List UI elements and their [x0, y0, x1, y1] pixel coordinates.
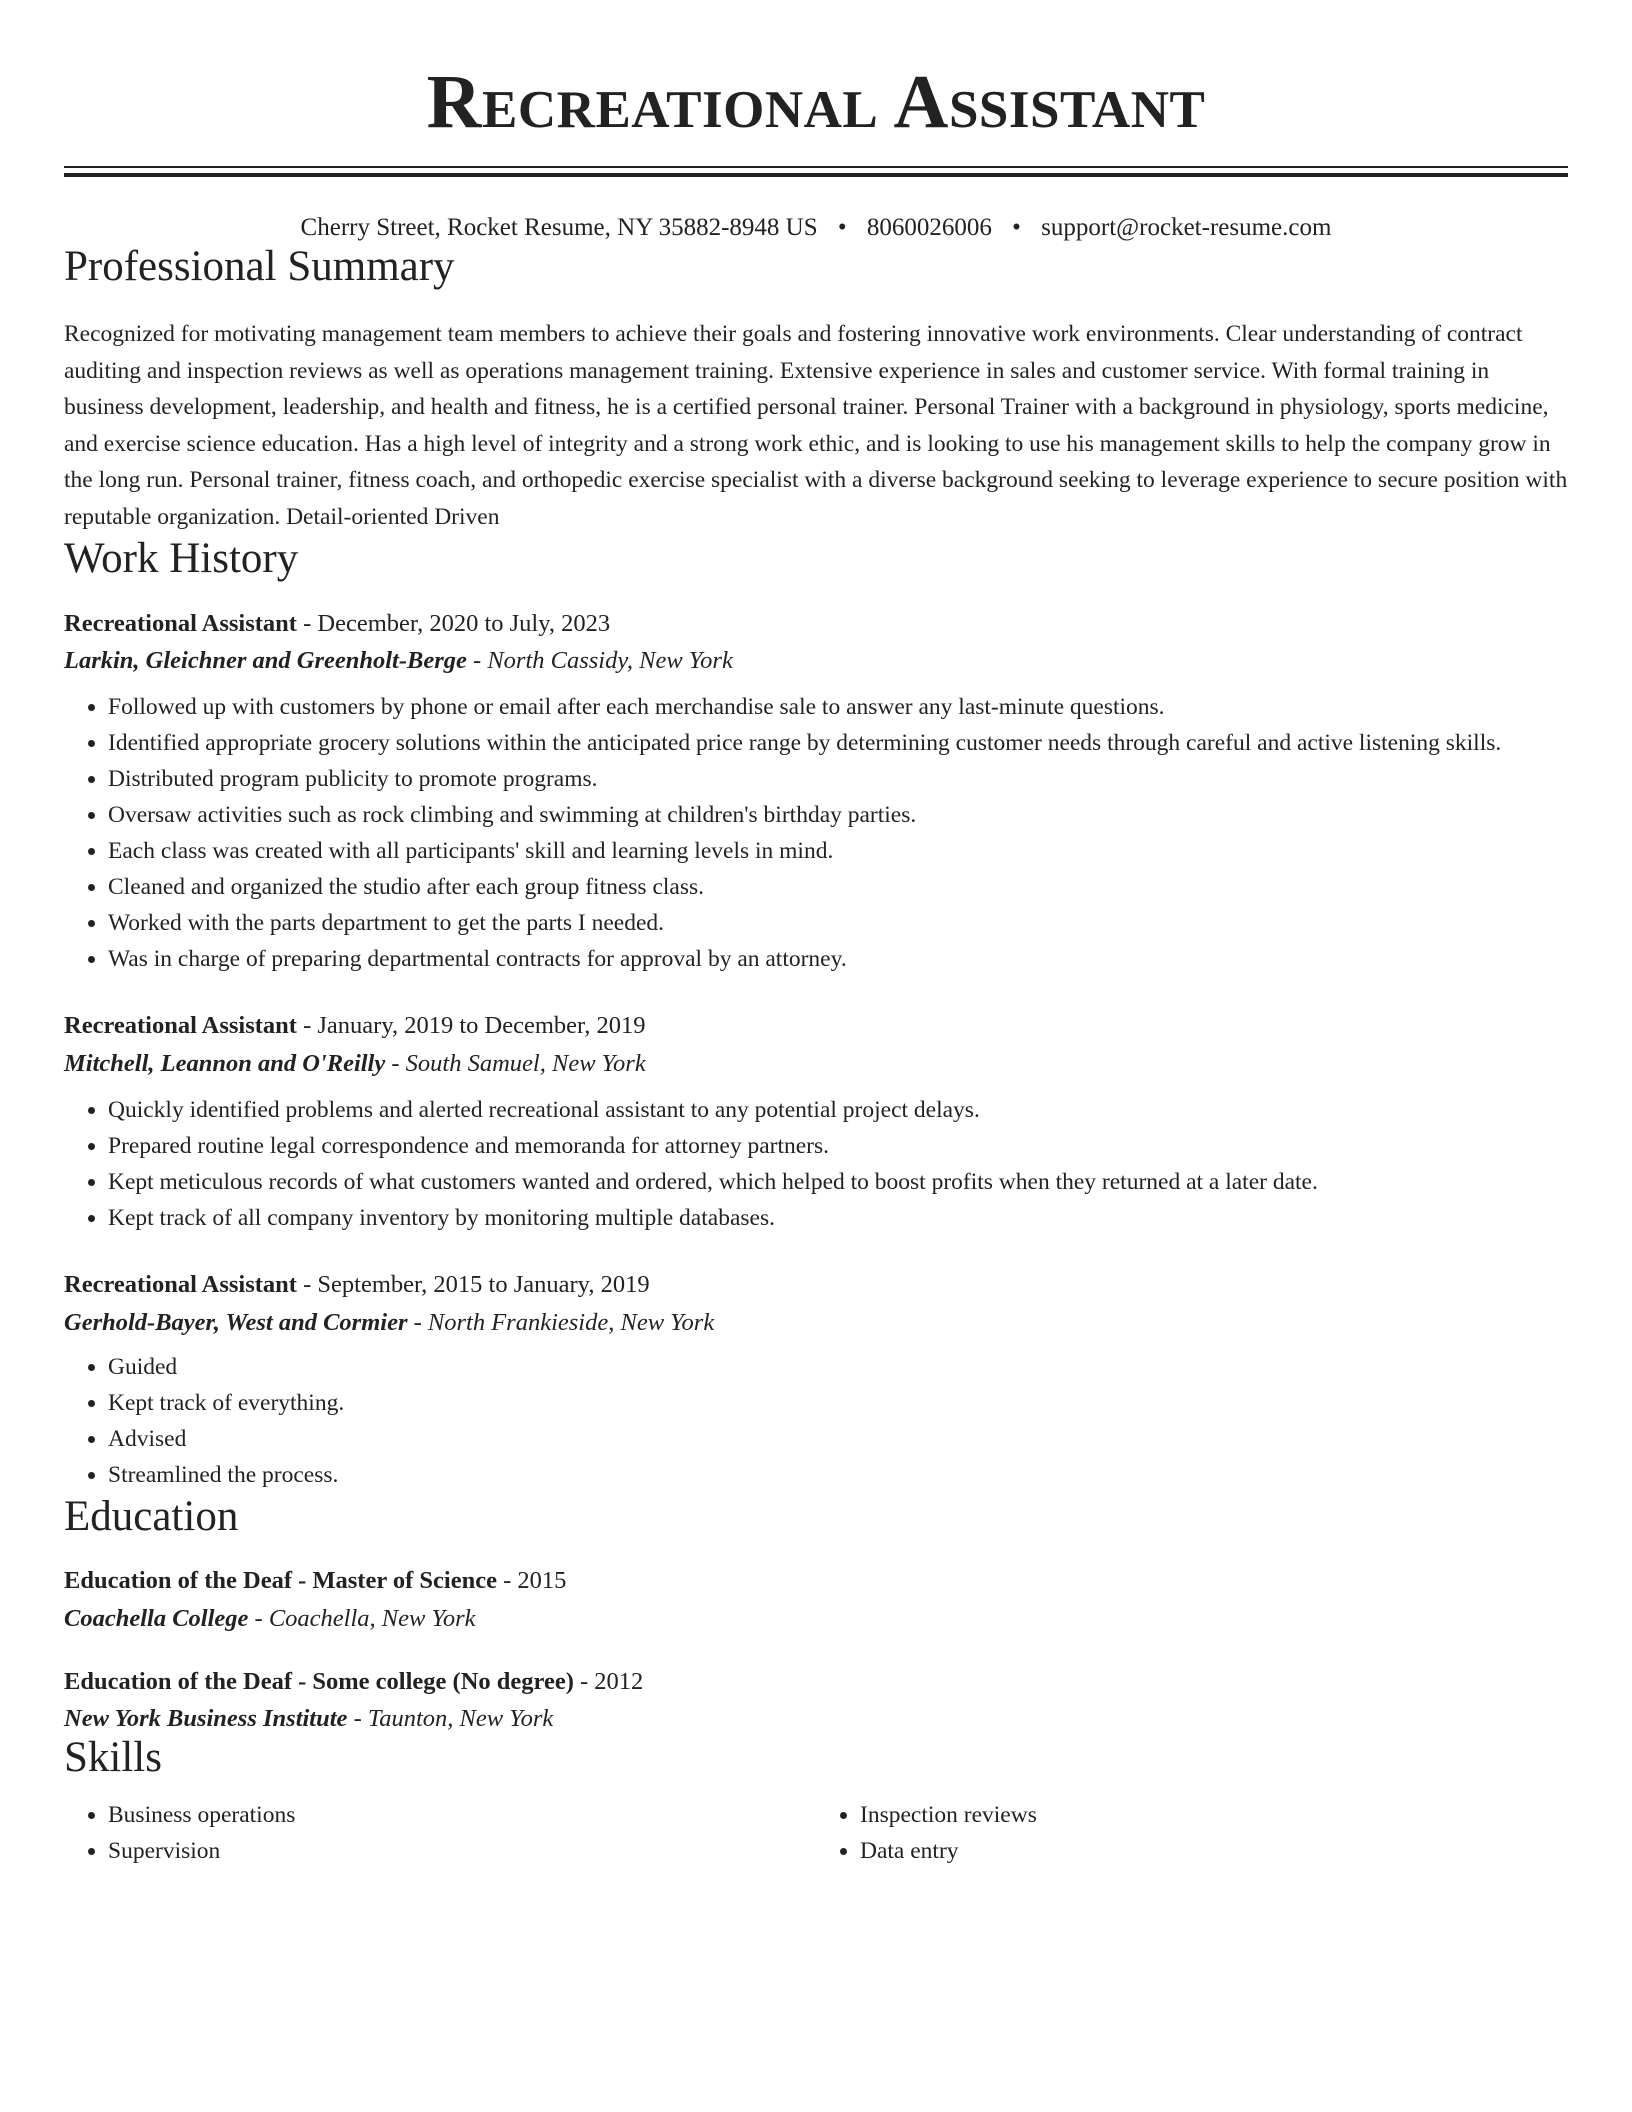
job-location: North Frankieside, New York [427, 1308, 715, 1336]
section-title-summary: Professional Summary [64, 243, 455, 290]
list-item: • Kept track of all company inventory by monitoring multiple databases. [108, 1200, 1568, 1236]
list-item: • Worked with the parts department to get the parts I needed. [108, 905, 1568, 941]
contact-separator: • [837, 214, 847, 241]
list-item: • Advised [108, 1421, 1568, 1457]
job-duties-list [64, 1092, 1568, 1236]
list-item: • Kept meticulous records of what customers wanted and ordered, which helped to boost profits when they returned at a later date. [108, 1164, 1568, 1200]
job-company: Larkin, Gleichner and Greenholt-Berge [64, 646, 467, 674]
education-school: Coachella College [64, 1604, 249, 1632]
list-item: • Prepared routine legal correspondence and memoranda for attorney partners. [108, 1128, 1568, 1164]
education-school: New York Business Institute [64, 1705, 348, 1733]
list-item: • Streamlined the process. [108, 1457, 1568, 1493]
education-school-line: Coachella College - Coachella, New York [64, 1604, 476, 1632]
list-item: • Data entry [860, 1833, 1568, 1869]
job-company: Gerhold-Bayer, West and Cormier [64, 1308, 408, 1336]
skills-column-right [816, 1797, 1568, 1869]
job-dates: January, 2019 to December, 2019 [317, 1012, 646, 1040]
education-location: Taunton, New York [367, 1705, 554, 1733]
skills-list [64, 1797, 1568, 1869]
list-item: • Oversaw activities such as rock climbing and swimming at children's birthday parties. [108, 797, 1568, 833]
job-company-line: Gerhold-Bayer, West and Cormier - North Frankieside, New York [64, 1308, 715, 1336]
contact-address: Cherry Street, Rocket Resume, NY 35882-8948 US [300, 214, 818, 241]
list-item: • Was in charge of preparing departmental contracts for approval by an attorney. [108, 941, 1568, 977]
skills-column-left [64, 1797, 816, 1869]
education-entry [64, 1566, 1568, 1633]
section-title-skills: Skills [64, 1733, 162, 1781]
section-title-work-history: Work History [64, 535, 299, 583]
list-item: • Each class was created with all participants' skill and learning levels in mind. [108, 833, 1568, 869]
job-company-line: Mitchell, Leannon and O'Reilly - South Samuel, New York [64, 1049, 646, 1077]
job-entry [64, 1011, 1568, 1236]
job-duties-list [64, 1349, 1568, 1493]
header-divider-bottom [64, 173, 1568, 177]
resume-name: Recreational Assistant [426, 60, 1206, 144]
job-company-line: Larkin, Gleichner and Greenholt-Berge - North Cassidy, New York [64, 646, 733, 674]
section-title-education: Education [64, 1492, 239, 1540]
job-title-line: Recreational Assistant - September, 2015 to January, 2019 [64, 1271, 650, 1299]
job-title-line: Recreational Assistant - January, 2019 to December, 2019 [64, 1012, 646, 1040]
list-item: • Distributed program publicity to promote programs. [108, 761, 1568, 797]
list-item: • Inspection reviews [860, 1797, 1568, 1833]
job-entry [64, 609, 1568, 978]
job-role: Recreational Assistant [64, 1271, 297, 1299]
job-location: South Samuel, New York [405, 1049, 646, 1077]
job-role: Recreational Assistant [64, 609, 297, 637]
list-item: • Guided [108, 1349, 1568, 1385]
education-year: 2015 [517, 1567, 567, 1595]
education-degree: Education of the Deaf - Some college (No degree) [64, 1668, 574, 1696]
education-location: Coachella, New York [268, 1604, 476, 1632]
contact-line [64, 213, 1568, 243]
education-degree-line: Education of the Deaf - Master of Science - 2015 [64, 1567, 567, 1595]
job-company: Mitchell, Leannon and O'Reilly [64, 1049, 386, 1077]
list-item: • Supervision [108, 1833, 816, 1869]
education-degree-line: Education of the Deaf - Some college (No degree) - 2012 [64, 1668, 644, 1696]
list-item: • Followed up with customers by phone or email after each merchandise sale to answer any last-minute questions. [108, 689, 1568, 725]
job-entry [64, 1270, 1568, 1493]
job-dates: September, 2015 to January, 2019 [317, 1271, 650, 1299]
job-dates: December, 2020 to July, 2023 [317, 609, 611, 637]
education-year: 2012 [594, 1668, 644, 1696]
list-item: • Kept track of everything. [108, 1385, 1568, 1421]
contact-email[interactable]: support@rocket-resume.com [1041, 214, 1332, 241]
education-entry [64, 1667, 1568, 1734]
job-title-line: Recreational Assistant - December, 2020 to July, 2023 [64, 609, 611, 637]
list-item: • Identified appropriate grocery solutions within the anticipated price range by determining customer needs through careful and active listening skills. [108, 725, 1568, 761]
summary-text: Recognized for motivating management team members to achieve their goals and fostering innovative work environments. Clear understanding of contract auditing and inspection reviews as well as operations management training. Extensive experience in sales and customer service. With formal training in business development, leadership, and health and fitness, he is a certified personal trainer. Personal Trainer with a background in physiology, sports medicine, and exercise science education. Has a high level of integrity and a strong work ethic, and is looking to use his management skills to help the company grow in the long run. Personal trainer, fitness coach, and orthopedic exercise specialist with a diverse background seeking to leverage experience to secure position with reputable organization. Detail-oriented Driven [64, 321, 1568, 530]
contact-phone: 8060026006 [866, 214, 992, 241]
education-degree: Education of the Deaf - Master of Science [64, 1567, 497, 1595]
job-location: North Cassidy, New York [487, 646, 733, 674]
contact-separator: • [1012, 214, 1021, 241]
job-role: Recreational Assistant [64, 1012, 297, 1040]
header-divider-top [64, 166, 1568, 168]
list-item: • Cleaned and organized the studio after each group fitness class. [108, 869, 1568, 905]
job-duties-list [64, 689, 1568, 977]
list-item: • Business operations [108, 1797, 816, 1833]
list-item: • Quickly identified problems and alerted recreational assistant to any potential project delays. [108, 1092, 1568, 1128]
education-school-line: New York Business Institute - Taunton, New York [64, 1705, 554, 1733]
